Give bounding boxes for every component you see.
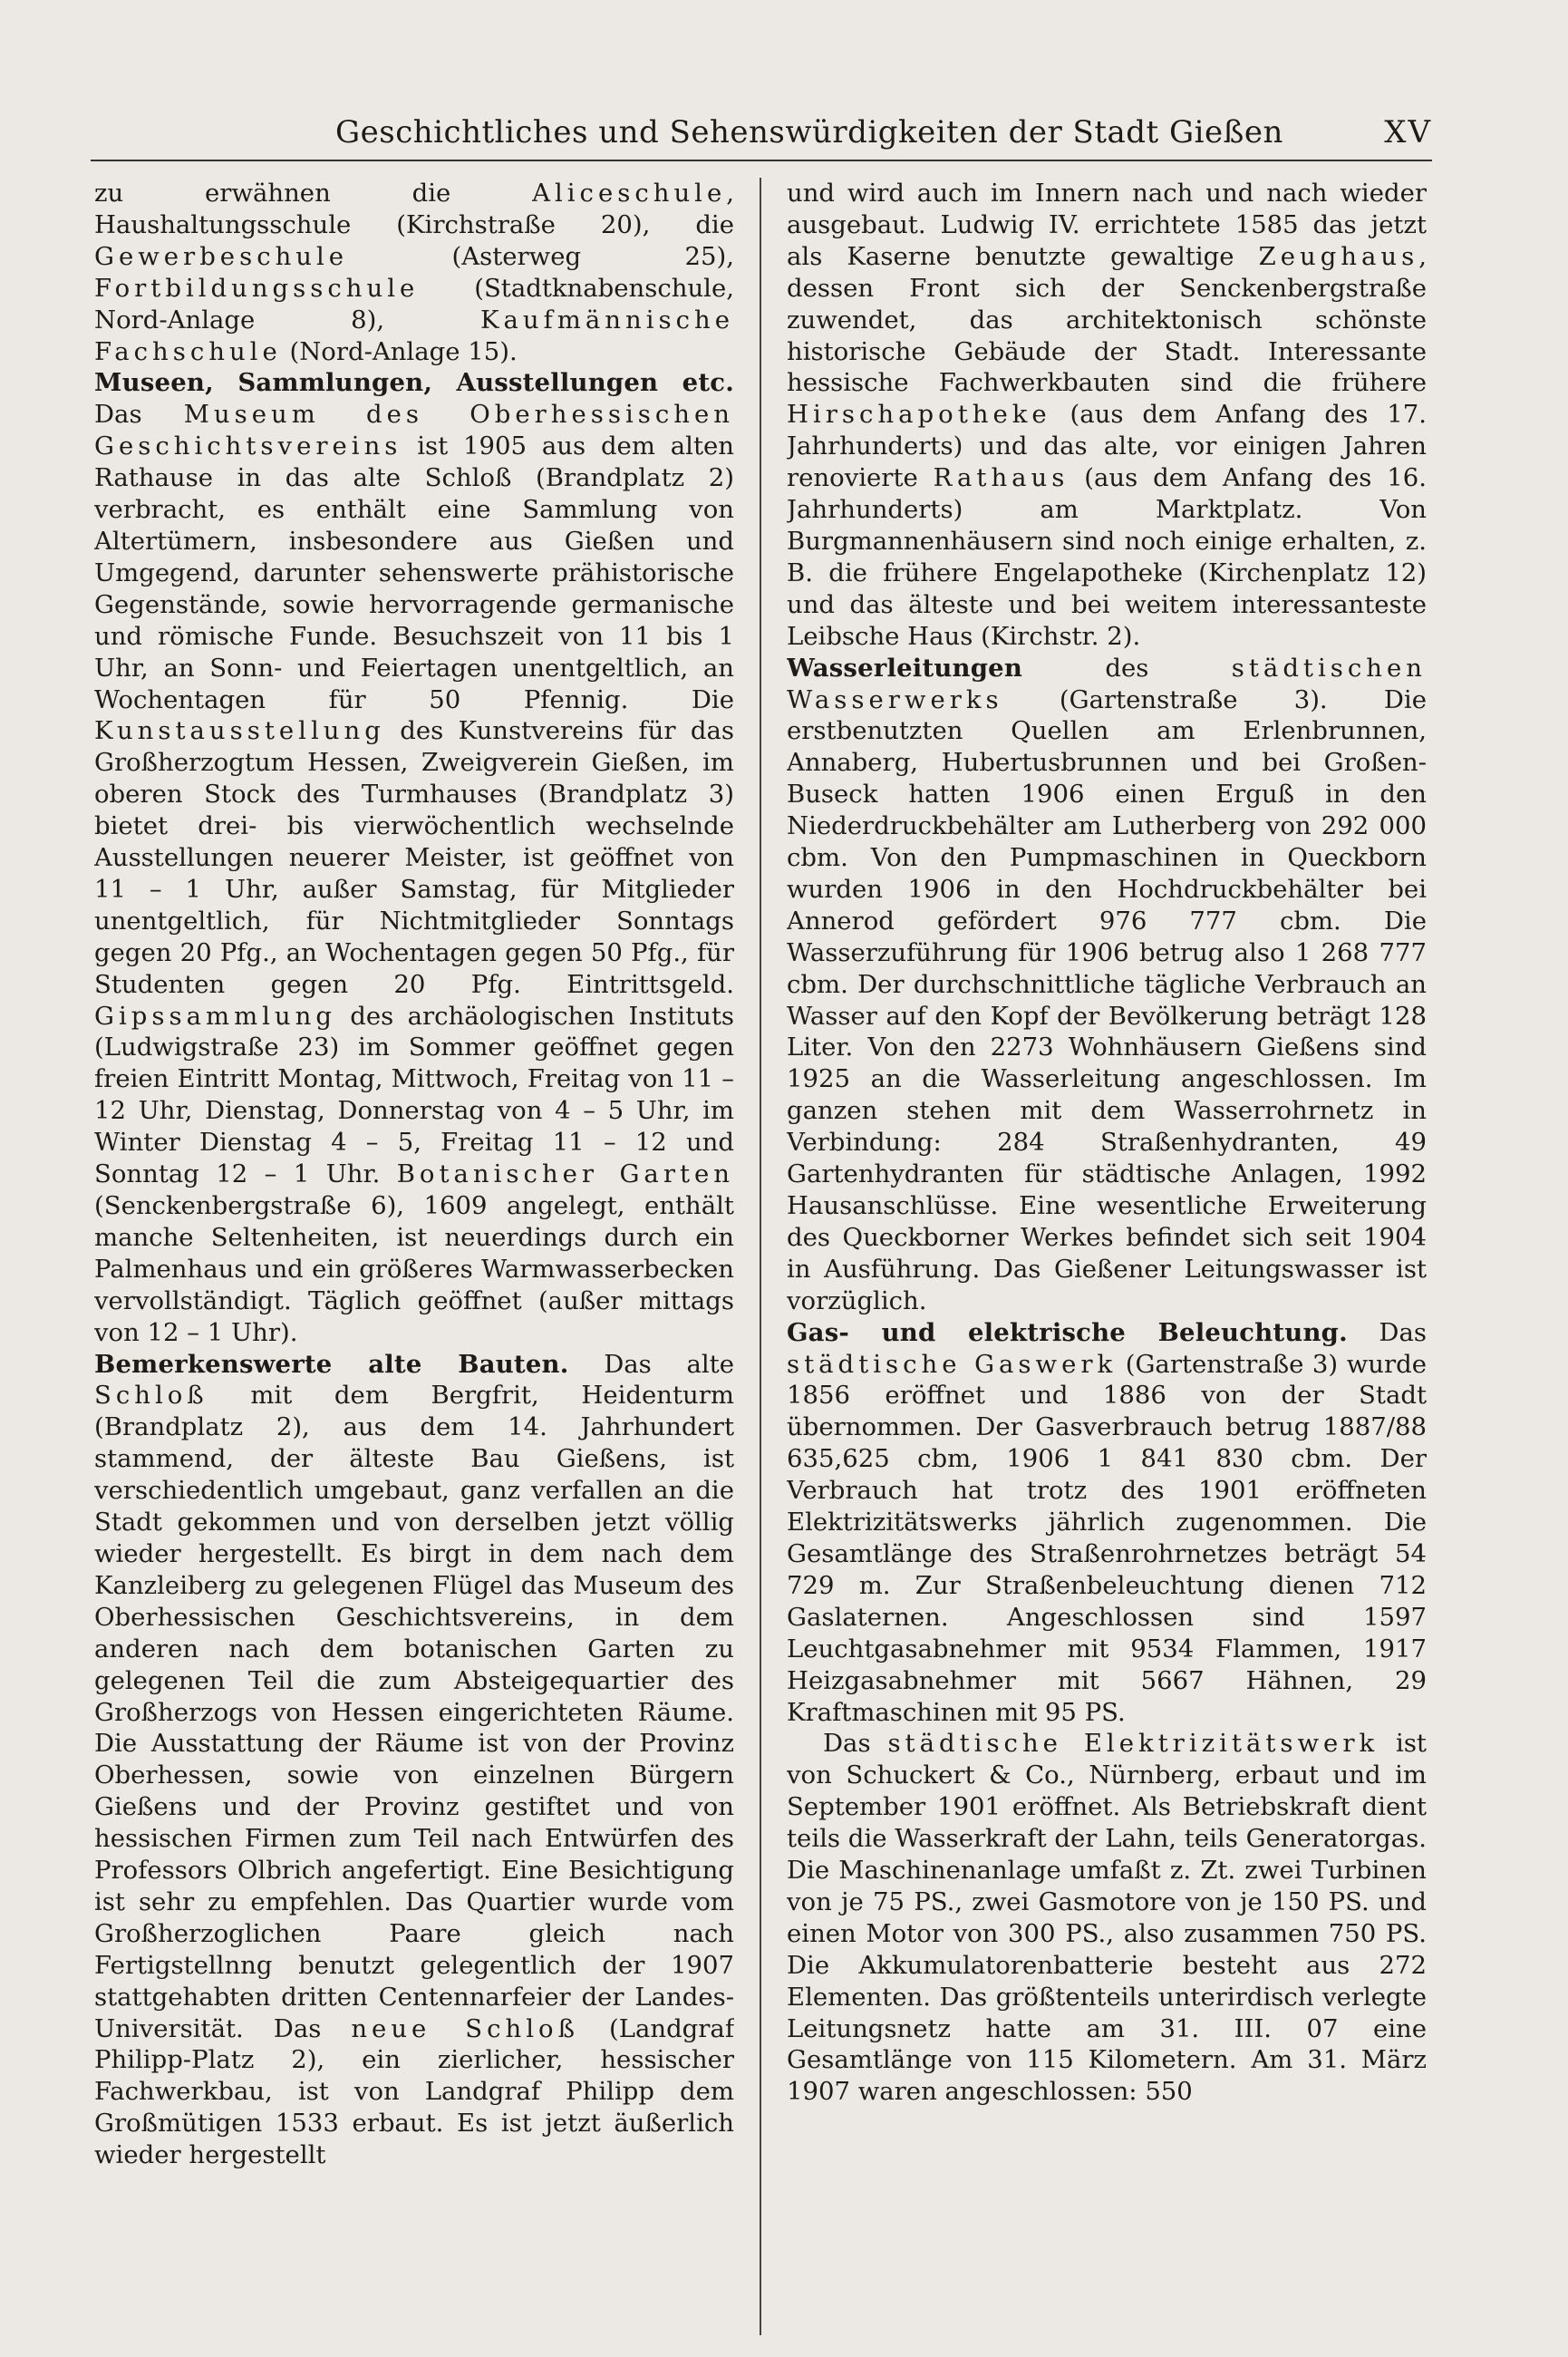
spaced-term: Fortbildungsschule — [94, 273, 420, 303]
spaced-term: Kaufmännische Fachschule — [94, 305, 734, 366]
paragraph-electricity — [787, 1728, 1427, 2108]
page-number: XV — [1384, 114, 1432, 150]
text: und wird auch im Innern nach und nach wieder ausgebaut. Ludwig IV. errichtete 1585 das jetzt als Kaserne benutzte gewaltige — [787, 179, 1427, 271]
section-heading-gas: Gas- und elektrische Beleuchtung. — [787, 1317, 1348, 1347]
paragraph-museums — [94, 367, 734, 1348]
paragraph-water — [787, 653, 1427, 1317]
text: (Landgraf Philipp-Platz 2), ein zierlicher, hessischer Fachwerkbau, ist von Landgraf Philipp dem Großmütigen 1533 erbaut. Es ist jetzt äußerlich wieder hergestellt — [94, 2013, 734, 2170]
section-heading-water: Wasserleitungen — [787, 653, 1023, 683]
section-heading-buildings: Bemerkenswerte alte Bauten. — [94, 1349, 569, 1379]
paragraph-old-buildings — [94, 1349, 734, 2172]
text: zu erwähnen die — [94, 179, 533, 208]
spaced-term: städtische Gaswerk — [787, 1349, 1118, 1379]
text: , Haushaltungsschule (Kirchstraße 20), die — [94, 179, 734, 239]
text: (aus dem Anfang des 17. Jahrhunderts) und das alte, vor einigen Jahren renovierte — [787, 400, 1427, 493]
spaced-term: Gewerbeschule — [94, 241, 349, 271]
paragraph-continued-buildings — [787, 178, 1427, 653]
paragraph-gas — [787, 1317, 1427, 1729]
spaced-term: neue Schloß — [351, 2013, 579, 2043]
text: ist 1905 aus dem alten Rathause in das alte Schloß (Brandplatz 2) verbracht, es enthält eine Sammlung von Altertümern, insbesondere aus Gießen und Umgegend, darunter sehenswerte prähistorische Gegenstände, sowie hervorragende germanische und römische Funde. Besuchszeit von 11 bis 1 Uhr, an Sonn- und Feiertagen unentgeltlich, an Wochentagen für 50 Pfennig. Die — [94, 432, 734, 714]
spaced-term: Hirschapotheke — [787, 400, 1051, 430]
right-column — [787, 178, 1427, 2335]
spaced-term: Museum des Oberhessischen Geschichtsvereins — [94, 400, 734, 461]
text: (Nord-Anlage 15). — [281, 336, 518, 366]
spaced-term: städtischen Wasserwerks — [787, 653, 1427, 714]
text: (aus dem Anfang des 16. Jahrhunderts) am Marktplatz. Von Burgmannenhäusern sind noch einige erhalten, z. B. die frühere Engelapotheke (Kirchenplatz 12) und das älteste und bei weitem interessanteste Leibsche Haus (Kirchstr. 2). — [787, 463, 1427, 651]
spaced-term: Kunstausstellung — [94, 716, 385, 746]
spaced-term: Gipssammlung — [94, 1001, 336, 1031]
header-rule — [91, 160, 1432, 161]
column-divider — [760, 178, 761, 2335]
spaced-term: Botanischer Garten — [396, 1159, 734, 1189]
spaced-term: städtische Elektrizitätswerk — [887, 1729, 1379, 1759]
text: (Gartenstraße 3) wurde 1856 eröffnet und 1886 von der Stadt übernommen. Der Gasverbrauch betrug 1887/88 635,625 cbm, 1906 1 841 830 cbm. Der Verbrauch hat trotz des 1901 eröffneten Elektrizitätswerks jährlich zugenommen. Die Gesamtlänge des Straßenrohrnetzes beträgt 54 729 m. Zur Straßenbeleuchtung dienen 712 Gaslaternen. Angeschlossen sind 1597 Leuchtgasabnehmer mit 9534 Flammen, 1917 Heizgasabnehmer mit 5667 Hähnen, 29 Kraftmaschinen mit 95 PS. — [787, 1349, 1427, 1727]
text: Das alte — [568, 1349, 734, 1379]
text: des Kunstvereins für das Großherzogtum Hessen, Zweigverein Gießen, im oberen Stock des Turmhauses (Brandplatz 3) bietet drei- bis vierwöchentlich wechselnde Ausstellungen neuerer Meister, ist geöffnet von 11 – 1 Uhr, außer Samstag, für Mitglieder unentgeltlich, für Nichtmitglieder Sonntags gegen 20 Pfg., an Wochentagen gegen 50 Pfg., für Studenten gegen 20 Pfg. Eintrittsgeld. — [94, 716, 734, 999]
spaced-term: Zeughaus — [1258, 241, 1419, 271]
text: , dessen Front sich der Senckenbergstraße zuwendet, das architektonisch schönste historische Gebäude der Stadt. Interessante hessische Fachwerkbauten sind die frühere — [787, 241, 1427, 398]
text: (Asterweg 25), — [348, 241, 734, 271]
text: ist von Schuckert & Co., Nürnberg, erbaut und im September 1901 eröffnet. Als Betriebskraft dient teils die Wasserkraft der Lahn, teils Generatorgas. Die Maschinenanlage umfaßt z. Zt. zwei Turbinen von je 75 PS., zwei Gasmotore von je 150 PS. und einen Motor von 300 PS., also zusammen 750 PS. Die Akkumulatorenbatterie besteht aus 272 Elementen. Das größtenteils unterirdisch verlegte Leitungsnetz hatte am 31. III. 07 eine Gesamtlänge von 115 Kilometern. Am 31. März 1907 waren angeschlossen: 550 — [787, 1729, 1427, 2107]
text: Das — [1347, 1317, 1427, 1347]
text: des — [1022, 653, 1232, 683]
paragraph-schools — [94, 178, 734, 367]
text: Das — [823, 1729, 888, 1759]
left-column — [94, 178, 734, 2335]
spaced-term: Aliceschule — [532, 179, 727, 208]
text: mit dem Bergfrit, Heidenturm (Brandplatz 2), aus dem 14. Jahrhundert stammend, der älteste Bau Gießens, ist verschiedentlich umgebaut, ganz verfallen an die Stadt gekommen und von derselben jetzt völlig wieder hergestellt. Es birgt in dem nach dem Kanzleiberg zu gelegenen Flügel das Museum des Oberhessischen Geschichtsvereins, in dem anderen nach dem botanischen Garten zu gelegenen Teil die zum Absteigequartier des Großherzogs von Hessen eingerichteten Räume. Die Ausstattung der Räume ist von der Provinz Oberhessen, sowie von einzelnen Bürgern Gießens und der Provinz gestiftet und von hessischen Firmen zum Teil nach Entwürfen des Professors Olbrich angefertigt. Eine Besichtigung ist sehr zu empfehlen. Das Quartier wurde vom Großherzoglichen Paare gleich nach Fertigstellnng benutzt gelegentlich der 1907 stattgehabten dritten Centennarfeier der Landes-Universität. Das — [94, 1381, 734, 2043]
text: (Gartenstraße 3). Die erstbenutzten Quellen am Erlenbrunnen, Annaberg, Hubertusbrunnen und bei Großen-Buseck hatten 1906 einen Erguß in den Niederdruckbehälter am Lutherberg von 292 000 cbm. Von den Pumpmaschinen in Queckborn wurden 1906 in den Hochdruckbehälter bei Annerod gefördert 976 777 cbm. Die Wasserzuführung für 1906 betrug also 1 268 777 cbm. Der durchschnittliche tägliche Verbrauch an Wasser auf den Kopf der Bevölkerung beträgt 128 Liter. Von den 2273 Wohnhäusern Gießens sind 1925 an die Wasserleitung angeschlossen. Im ganzen stehen mit dem Wasserrohrnetz in Verbindung: 284 Straßenhydranten, 49 Gartenhydranten für städtische Anlagen, 1992 Hausanschlüsse. Eine wesentliche Erweiterung des Queckborner Werkes befindet sich seit 1904 in Ausführung. Das Gießener Leitungswasser ist vorzüglich. — [787, 684, 1427, 1315]
spaced-term: Schloß — [94, 1381, 208, 1411]
text: (Senckenbergstraße 6), 1609 angelegt, enthält manche Seltenheiten, ist neuerdings durch ein Palmenhaus und ein größeres Warmwasserbecken vervollständigt. Täglich geöffnet (außer mittags von 12 – 1 Uhr). — [94, 1191, 734, 1347]
text: des archäologischen Instituts (Ludwigstraße 23) im Sommer geöffnet gegen freien Eintritt Montag, Mittwoch, Freitag von 11 – 12 Uhr, Dienstag, Donnerstag von 4 – 5 Uhr, im Winter Dienstag 4 – 5, Freitag 11 – 12 und Sonntag 12 – 1 Uhr. — [94, 1001, 734, 1189]
text: Das — [94, 400, 184, 430]
text: (Stadtknabenschule, Nord-Anlage 8), — [94, 273, 734, 335]
spaced-term: Rathaus — [933, 463, 1070, 493]
header-title: Geschichtliches und Sehenswürdigkeiten der Stadt Gießen — [335, 114, 1283, 150]
running-header — [335, 107, 1432, 160]
section-heading-museums: Museen, Sammlungen, Ausstellungen etc. — [94, 368, 734, 398]
